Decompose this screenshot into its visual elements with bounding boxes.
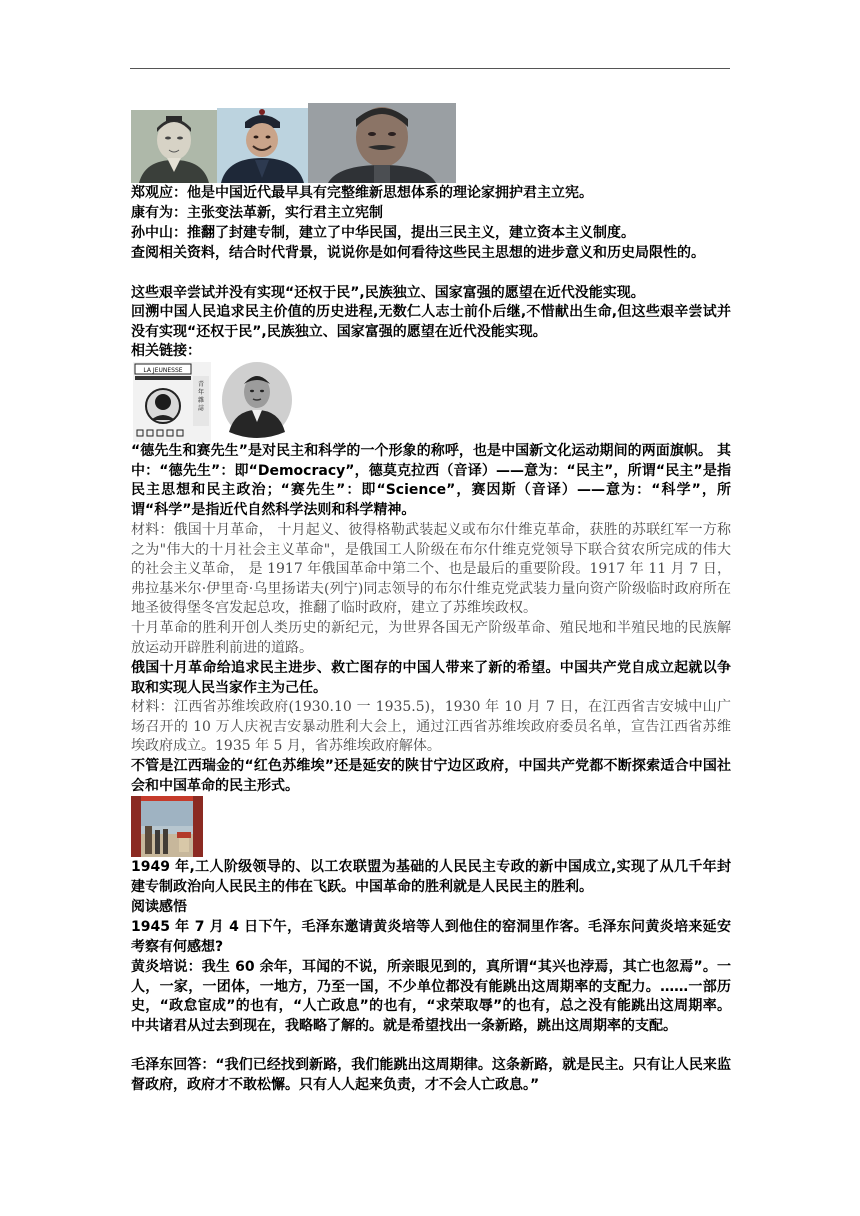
- para-kang-youwei: 康有为：主张变法革新，实行君主立宪制: [131, 205, 383, 221]
- portrait-kang-youwei: [217, 108, 308, 183]
- magazine-title-text: LA JEUNESSE: [143, 367, 183, 374]
- para-zheng-guanying: 郑观应：他是中国近代最早具有完整维新思想体系的理论家拥护君主立宪。: [131, 185, 593, 201]
- para-1949-founding: 1949 年,工人阶级领导的、以工农联盟为基础的人民民主专政的新中国成立,实现了从几千年封建专制政治向人民民主的伟在飞跃。中国革命的胜利就是人民民主的胜利。: [131, 859, 731, 895]
- para-jiangxi-soviet-material: 材料：江西省苏维埃政府(1930.10 一 1935.5)，1930 年 10 月 7 日，在江西省吉安城中山广场召开的 10 万人庆祝吉安暴动胜利大会上，通过江西省苏维埃政府委员名单，宣告江西省苏维埃政府成立。1935 年 5 月，省苏维埃政府解体。: [131, 699, 731, 754]
- new-youth-magazine-cover-image: [133, 362, 211, 442]
- para-october-revolution-significance: 十月革命的胜利开创人类历史的新纪元，为世界各国无产阶级革命、殖民地和半殖民地的民族解放运动开辟胜利前进的道路。: [131, 620, 731, 656]
- para-democratic-forms: 不管是江西瑞金的“红色苏维埃”还是延安的陕甘宁边区政府，中国共产党都不断探索适合中国社会和中国革命的民主形式。: [131, 758, 731, 794]
- para-sun-yatsen: 孙中山：推翻了封建专制，建立了中华民国，提出三民主义，建立资本主义制度。: [131, 225, 635, 241]
- reading-reflection-heading: 阅读感悟: [131, 899, 187, 915]
- para-huang-yanpei: 黄炎培说：我生 60 余年，耳闻的不说，所亲眼见到的，真所谓“其兴也浡焉，其亡也忽焉”。一人，一家，一团体，一地方，乃至一国，不少单位都没有能跳出这周期率的支配力。……一部历史，“政怠宦成”的也有，“人亡政息”的也有，“求荣取辱”的也有，总之没有能跳出这周期率。中共诸君从过去到现在，我略略了解的。就是希望找出一条新路，跳出这周期率的支配。: [131, 959, 731, 1034]
- para-yanan-visit: 1945 年 7 月 4 日下午，毛泽东邀请黄炎培等人到他住的窑洞里作客。毛泽东问黄炎培来延安考察有何感想?: [131, 919, 731, 955]
- portrait-chen-duxiu: [219, 360, 295, 440]
- para-question: 查阅相关资料，结合时代背景，说说你是如何看待这些民主思想的进步意义和历史局限性的。: [131, 245, 705, 261]
- portrait-zheng-guanying: [131, 110, 217, 183]
- svg-text:誌: 誌: [197, 405, 205, 412]
- related-links-heading: 相关链接：: [131, 343, 201, 359]
- para-october-revolution-material: 材料：俄国十月革命， 十月起义、彼得格勒武装起义或布尔什维克革命，获胜的苏联红军一方称之为"伟大的十月社会主义革命"，是俄国工人阶级在布尔什维克党领导下联合贫农所完成的伟大的社会主义革命， 是 1917 年俄国革命中第二个、也是最后的重要阶段。1917 年 11 月 7 日，弗拉基米尔·伊里奇·乌里扬诺夫(列宁)同志领导的布尔什维克党武装力量向资产阶级临时政府所在地圣彼得堡冬宫发起总攻，推翻了临时政府，建立了苏维埃政权。: [131, 522, 731, 616]
- para-new-hope: 俄国十月革命给追求民主进步、救亡图存的中国人带来了新的希望。中国共产党自成立起就以争取和实现人民当家作主为己任。: [131, 660, 731, 696]
- svg-text:青: 青: [197, 381, 205, 388]
- para-failed-attempts: 这些艰辛尝试并没有实现“还权于民”,民族独立、国家富强的愿望在近代没能实现。: [131, 285, 645, 301]
- founding-ceremony-image: [131, 796, 203, 857]
- para-mr-democracy-science: “德先生和赛先生”是对民主和科学的一个形象的称呼，也是中国新文化运动期间的两面旗帜。 其中：“德先生”：即“Democracy”，德莫克拉西（音译）——意为：“民主”，所谓“民主”是指民主思想和民主政治；“赛先生”：即“Science”，赛因斯（音译）——意为：“科学”，所谓“科学”是指近代自然科学法则和科学精神。: [131, 443, 731, 518]
- svg-text:年: 年: [197, 389, 205, 396]
- para-mao-answer: 毛泽东回答：“我们已经找到新路，我们能跳出这周期律。这条新路，就是民主。只有让人民来监督政府，政府才不敢松懈。只有人人起来负责，才不会人亡政息。”: [131, 1057, 731, 1093]
- para-historical-process: 回溯中国人民追求民主价值的历史进程,无数仁人志士前仆后继,不惜献出生命,但这些艰辛尝试并没有实现“还权于民”,民族独立、国家富强的愿望在近代没能实现。: [131, 304, 731, 340]
- portrait-sun-yatsen: [308, 103, 456, 183]
- header-rule: [130, 68, 730, 69]
- svg-text:雜: 雜: [197, 397, 205, 404]
